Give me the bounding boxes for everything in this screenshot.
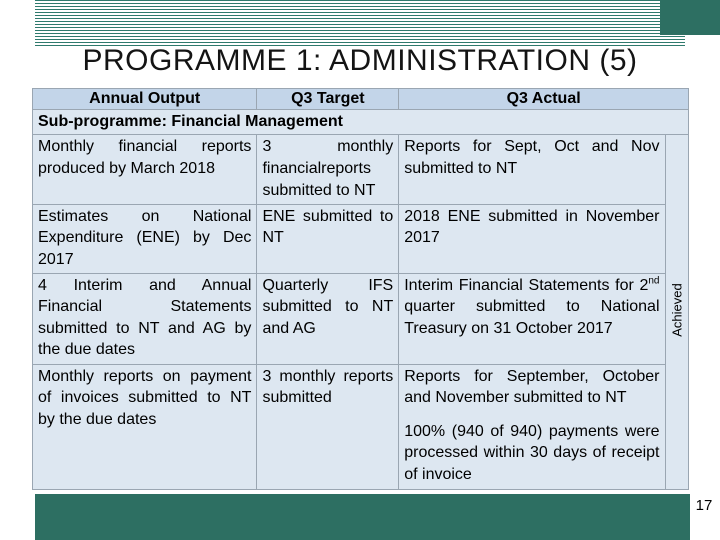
header-q3-actual: Q3 Actual: [399, 89, 689, 110]
table-row: [33, 364, 689, 489]
table-header-row: [33, 89, 689, 110]
subprogramme-label: Sub-programme: Financial Management: [33, 110, 666, 135]
output-cell: 4 Interim and Annual Financial Statements submitted to NT and AG by the due dates: [33, 273, 257, 364]
table-row: [33, 135, 689, 204]
actual-cell: [399, 273, 665, 364]
target-cell: 3 monthly financialreports submitted to NT: [257, 135, 399, 204]
programme-table: [32, 88, 689, 490]
actual-cell: Reports for Sept, Oct and Nov submitted to NT: [399, 135, 665, 204]
actual-cell: 2018 ENE submitted in November 2017: [399, 204, 665, 273]
header-decorative-stripes: [35, 0, 685, 48]
page-number: 17: [695, 497, 713, 514]
actual-cell: [399, 364, 665, 489]
achieved-label: Achieved: [669, 283, 685, 337]
table-row: [33, 204, 689, 273]
target-cell: Quarterly IFS submitted to NT and AG: [257, 273, 399, 364]
actual-extra-text: 100% (940 of 940) payments were processed within 30 days of receipt of invoice: [404, 422, 660, 484]
header-annual-output: Annual Output: [33, 89, 257, 110]
table-row: [33, 273, 689, 364]
actual-text: Reports for September, October and November submitted to NT: [404, 367, 660, 407]
output-cell: Monthly reports on payment of invoices submitted to NT by the due dates: [33, 364, 257, 489]
slide-title: PROGRAMME 1: ADMINISTRATION (5): [82, 44, 638, 77]
subprogramme-row: [33, 110, 689, 135]
actual-text: quarter submitted to National Treasury on 31 October 2017: [404, 298, 660, 337]
header-accent-bar: [660, 0, 720, 35]
footer-bar: [35, 494, 690, 540]
output-cell: Estimates on National Expenditure (ENE) by Dec 2017: [33, 204, 257, 273]
target-cell: ENE submitted to NT: [257, 204, 399, 273]
header-q3-target: Q3 Target: [257, 89, 399, 110]
target-cell: 3 monthly reports submitted: [257, 364, 399, 489]
actual-text: Interim Financial Statements for 2: [404, 276, 649, 294]
status-column: [666, 130, 688, 490]
ordinal-suffix: nd: [648, 275, 660, 287]
output-cell: Monthly financial reports produced by March 2018: [33, 135, 257, 204]
